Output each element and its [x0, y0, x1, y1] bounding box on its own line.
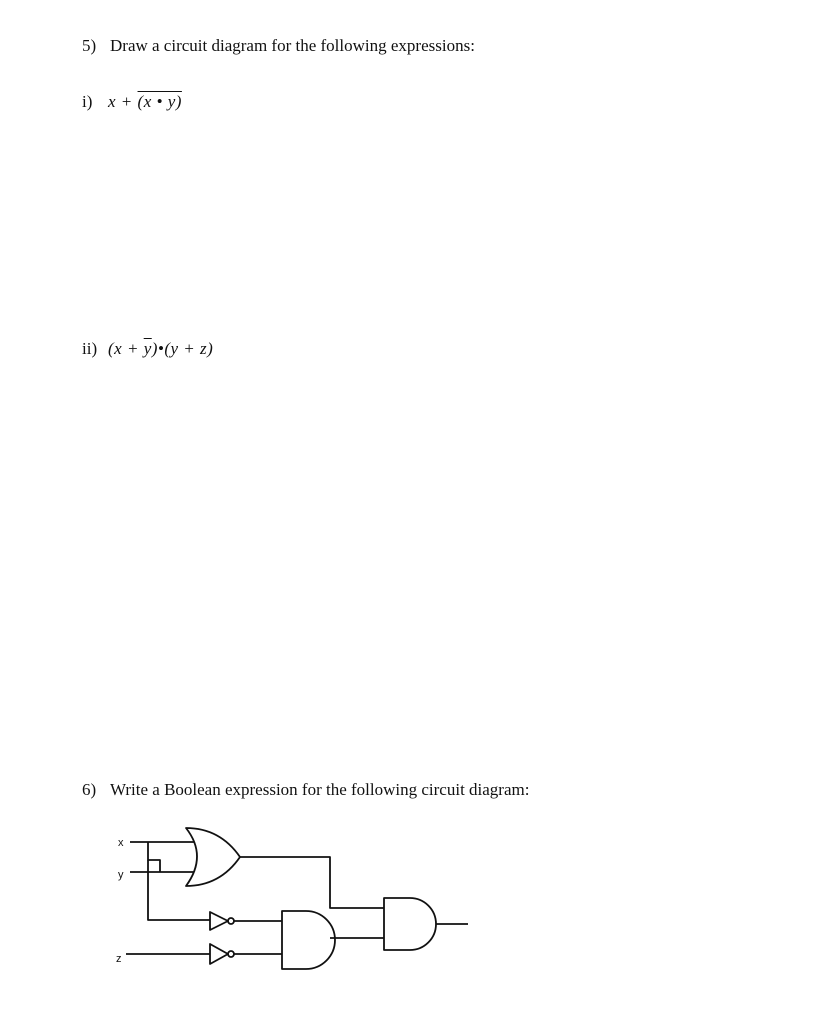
not-gate-2	[210, 944, 228, 964]
part-i-expression: x + (x • y)	[108, 92, 182, 111]
part-ii-label: ii)	[82, 339, 98, 358]
question-5-number: 5)	[82, 36, 97, 55]
question-6	[82, 780, 529, 800]
wire-or-out	[240, 857, 384, 908]
logic-circuit-diagram	[100, 820, 480, 980]
question-6-prompt: Write a Boolean expression for the following circuit diagram:	[110, 780, 530, 799]
input-x-label: x	[118, 837, 124, 849]
question-5-part-i	[82, 92, 182, 112]
part-ii-expression: $(x + \overline{y})•(y + z)$	[108, 339, 214, 358]
question-6-number: 6)	[82, 780, 97, 799]
input-y-label: y	[118, 869, 124, 881]
and-gate-1	[282, 911, 335, 969]
not-gate-1	[210, 912, 228, 930]
question-5	[82, 36, 475, 56]
not-gate-2-bubble	[228, 951, 234, 957]
not-gate-1-bubble	[228, 918, 234, 924]
wire-branch	[148, 860, 210, 920]
input-z-label: z	[116, 953, 122, 965]
question-5-part-ii	[82, 339, 213, 359]
or-gate	[186, 828, 240, 886]
part-i-label: i)	[82, 92, 93, 111]
question-5-prompt: Draw a circuit diagram for the following expressions:	[110, 36, 475, 55]
and-gate-2	[384, 898, 436, 950]
wire-junction	[148, 842, 160, 872]
